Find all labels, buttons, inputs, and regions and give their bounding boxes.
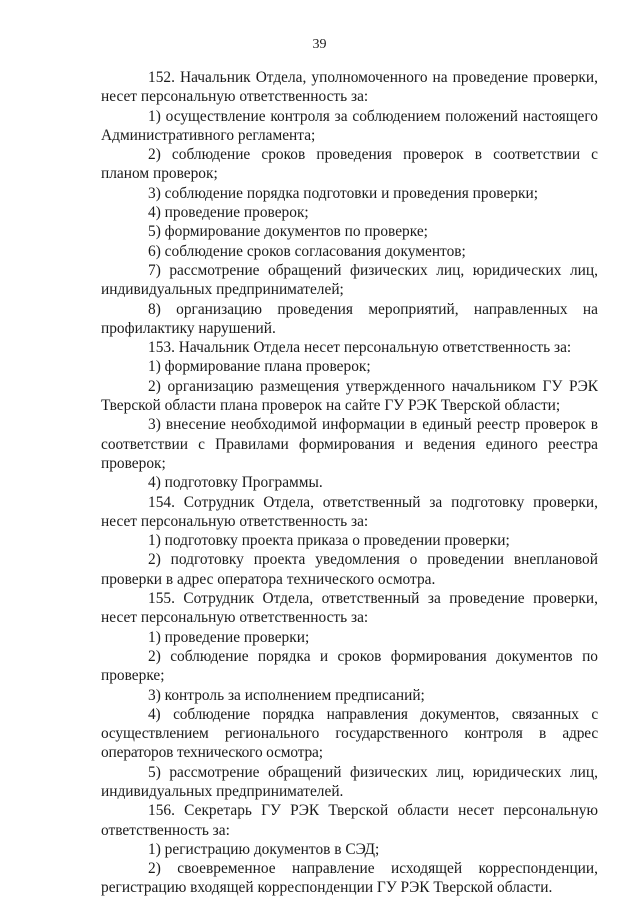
paragraph-155-item-4: 4) соблюдение порядка направления документов, связанных с осуществлением регионального государственного контроля в адрес операторов технического осмотра; (101, 705, 598, 762)
paragraph-152-item-1: 1) осуществление контроля за соблюдением положений настоящего Административного регламента; (101, 107, 598, 144)
paragraph-155-item-1: 1) проведение проверки; (148, 628, 310, 646)
paragraph-153-heading: 153. Начальник Отдела несет персональную ответственность за: (148, 339, 572, 357)
paragraph-153-item-1: 1) формирование плана проверок; (148, 358, 371, 376)
page-number: 39 (312, 37, 327, 52)
paragraph-152-heading: 152. Начальник Отдела, уполномоченного на проведение проверки, несет персональную ответственность за: (101, 69, 598, 106)
paragraph-154-item-1: 1) подготовку проекта приказа о проведении проверки; (148, 532, 510, 550)
paragraph-152-item-4: 4) проведение проверок; (148, 204, 309, 222)
paragraph-152-item-3: 3) соблюдение порядка подготовки и проведения проверки; (148, 184, 538, 202)
paragraph-152-item-6: 6) соблюдение сроков согласования документов; (148, 242, 466, 260)
paragraph-152-item-7: 7) рассмотрение обращений физических лиц, юридических лиц, индивидуальных предпринимателей; (101, 261, 598, 299)
paragraph-152-item-2: 2) соблюдение сроков проведения проверок в соответствии с планом проверок; (101, 146, 598, 183)
paragraph-156-heading: 156. Секретарь ГУ РЭК Тверской области несет персональную ответственность за: (101, 802, 598, 839)
paragraph-154-heading: 154. Сотрудник Отдела, ответственный за подготовку проверки, несет персональную ответственность за: (101, 493, 598, 530)
paragraph-154-item-2: 2) подготовку проекта уведомления о проведении внеплановой проверки в адрес оператора технического осмотра. (101, 551, 598, 588)
paragraph-153-item-2: 2) организацию размещения утвержденного начальником ГУ РЭК Тверской области плана проверок на сайте ГУ РЭК Тверской области; (101, 377, 598, 415)
paragraph-155-item-5: 5) рассмотрение обращений физических лиц, юридических лиц, индивидуальных предпринимателей. (101, 763, 598, 800)
paragraph-152-item-8: 8) организацию проведения мероприятий, направленных на профилактику нарушений. (101, 300, 598, 337)
paragraph-155-heading: 155. Сотрудник Отдела, ответственный за проведение проверки, несет персональную ответственность за: (101, 590, 598, 627)
paragraph-156-item-1: 1) регистрацию документов в СЭД; (148, 840, 380, 858)
document-body (101, 68, 598, 898)
paragraph-155-item-2: 2) соблюдение порядка и сроков формирования документов по проверке; (101, 647, 598, 685)
paragraph-155-item-3: 3) контроль за исполнением предписаний; (148, 686, 425, 704)
paragraph-152-item-5: 5) формирование документов по проверке; (148, 223, 428, 241)
paragraph-153-item-4: 4) подготовку Программы. (148, 474, 323, 492)
paragraph-156-item-2: 2) своевременное направление исходящей корреспонденции, регистрацию входящей корреспонденции ГУ РЭК Тверской области. (101, 860, 598, 897)
paragraph-153-item-3: 3) внесение необходимой информации в единый реестр проверок в соответствии с Правилами формирования и ведения единого реестра проверок; (101, 416, 598, 472)
